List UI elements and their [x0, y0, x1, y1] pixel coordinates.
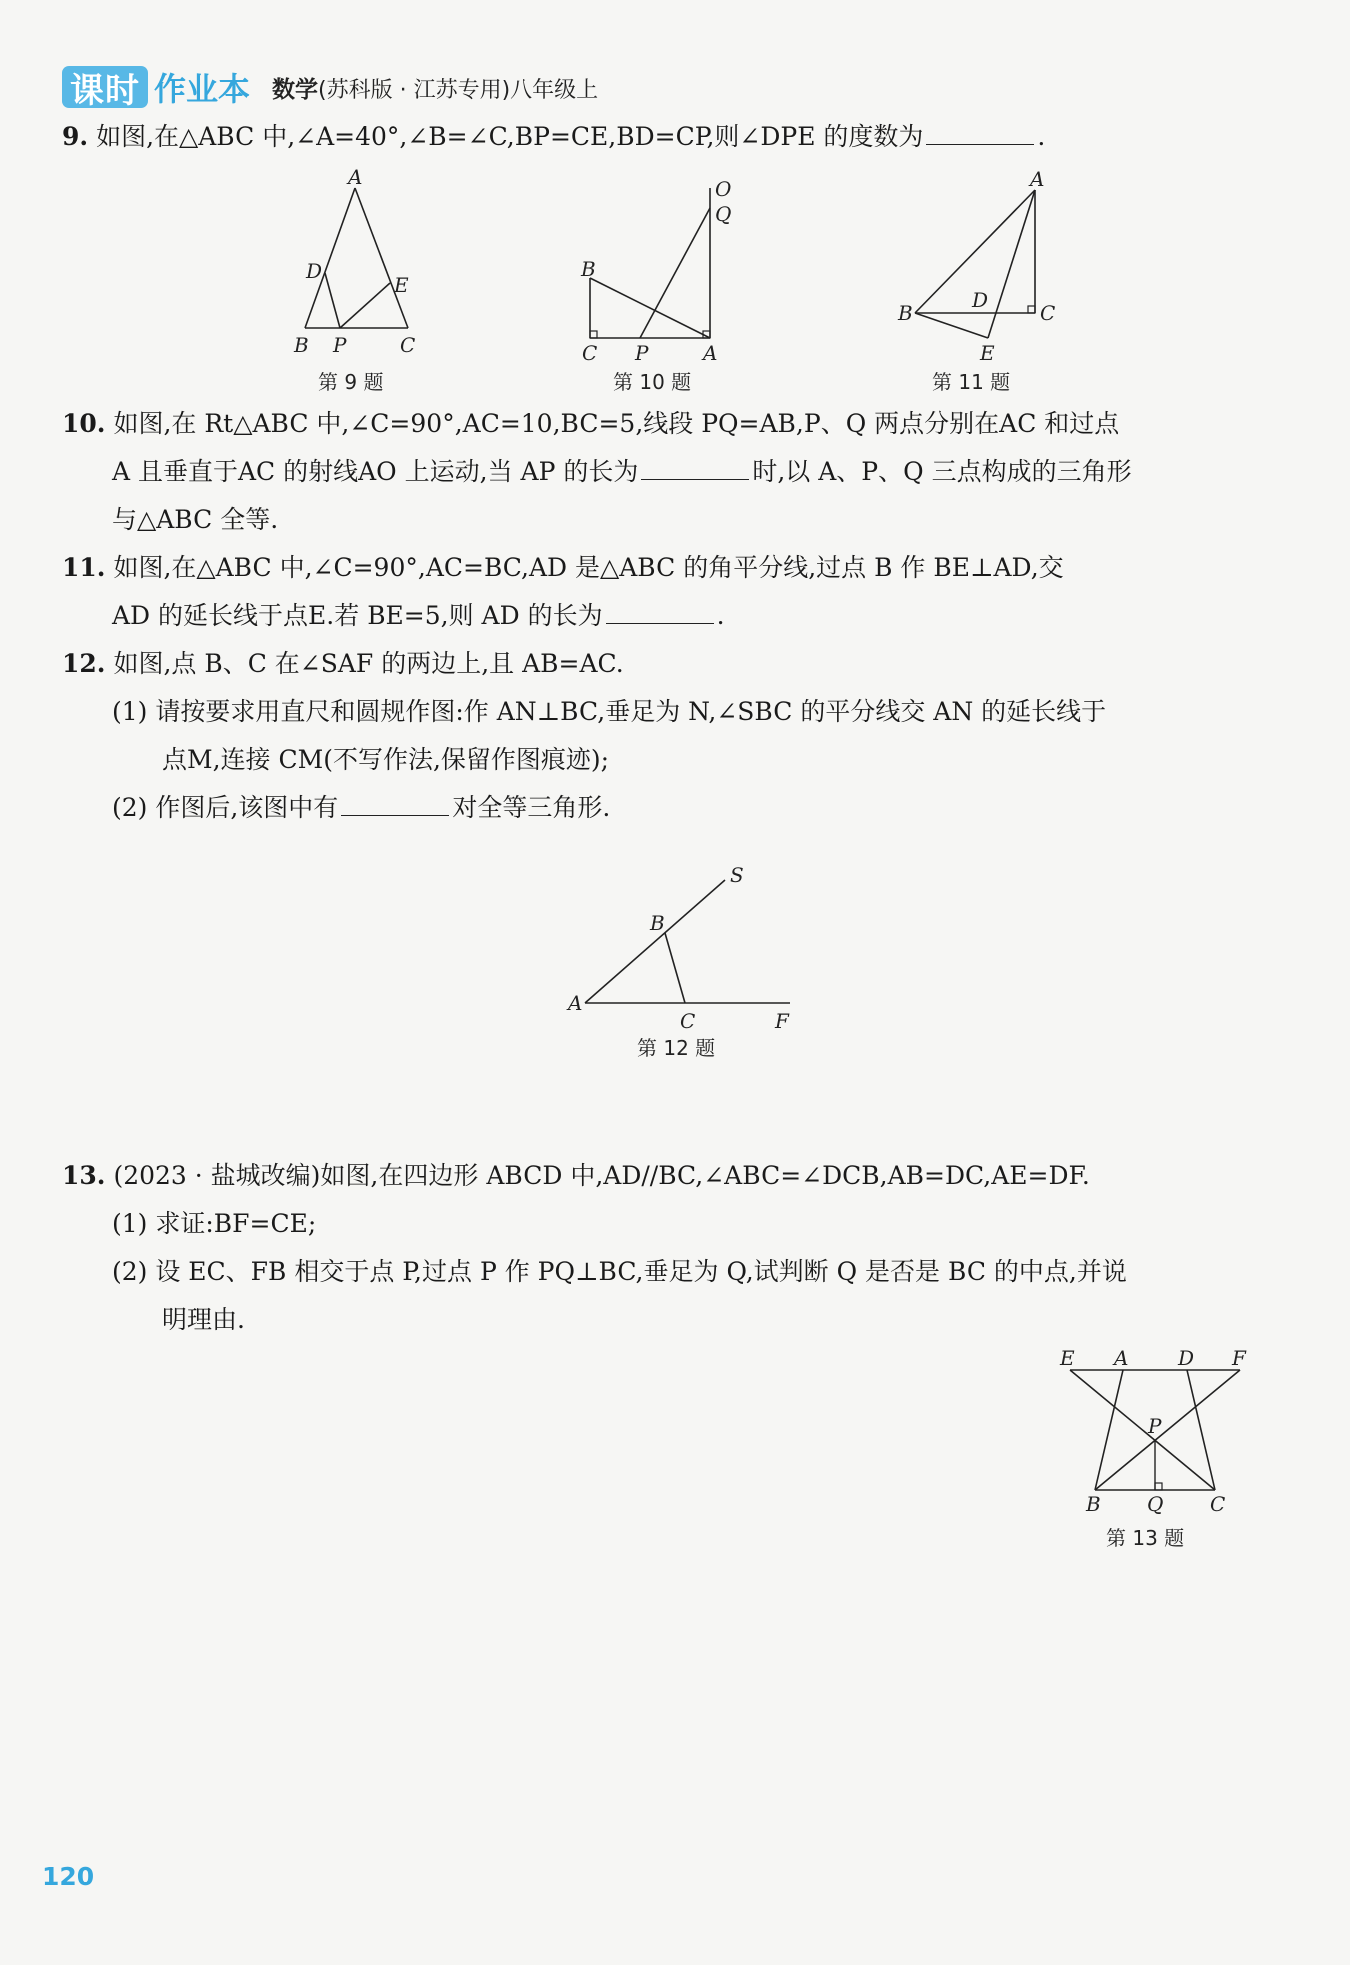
subject-label: 数学 — [272, 76, 319, 103]
question-line-1: (2023 · 盐城改编)如图,在四边形 ABCD 中,AD//BC,∠ABC=∠DCB,AB=DC,AE=DF. — [113, 1161, 1090, 1190]
label-C: C — [1210, 1492, 1226, 1515]
part-1-line-a: (1) 请按要求用直尺和圆规作图:作 AN⊥BC,垂足为 N,∠SBC 的平分线交 AN 的延长线于 — [112, 697, 1107, 726]
label-A: A — [568, 991, 583, 1015]
part-1: (1) 求证:BF=CE; — [112, 1209, 317, 1238]
question-number: 12. — [62, 649, 106, 678]
question-11 — [62, 544, 1262, 640]
label-O: O — [715, 178, 732, 201]
label-S: S — [730, 863, 744, 887]
label-B: B — [650, 911, 665, 935]
label-C: C — [582, 341, 598, 365]
question-line-1: 如图,在 Rt△ABC 中,∠C=90°,AC=10,BC=5,线段 PQ=AB,P、Q 两点分别在AC 和过点 — [113, 409, 1120, 438]
label-C: C — [680, 1009, 696, 1030]
edition-label: (苏科版 · 江苏专用)八年级上 — [318, 77, 599, 103]
label-D: D — [306, 259, 323, 283]
question-line-1: 如图,在△ABC 中,∠C=90°,AC=BC,AD 是△ABC 的角平分线,过点 B 作 BE⊥AD,交 — [113, 553, 1064, 582]
question-number: 10. — [62, 409, 106, 438]
figure-12 — [560, 860, 800, 1034]
label-E: E — [980, 341, 995, 365]
label-A: A — [348, 168, 363, 189]
figure-11 — [890, 170, 1070, 369]
figure-11-caption: 第 11 题 — [932, 370, 1011, 394]
part-2-line-b: 对全等三角形. — [452, 793, 611, 822]
answer-blank[interactable] — [341, 791, 449, 816]
label-F: F — [1232, 1346, 1246, 1370]
question-end: . — [1037, 122, 1046, 151]
question-13 — [62, 1152, 1262, 1344]
brand-badge: 课时 — [62, 66, 148, 108]
label-F: F — [775, 1009, 789, 1030]
question-line-2a: A 且垂直于AC 的射线AO 上运动,当 AP 的长为 — [112, 457, 639, 486]
label-A: A — [1114, 1346, 1129, 1370]
label-B: B — [294, 333, 309, 357]
question-12 — [62, 640, 1262, 832]
answer-blank[interactable] — [926, 120, 1034, 145]
question-line-3: 与△ABC 全等. — [112, 505, 279, 534]
label-A: A — [1030, 170, 1045, 191]
question-number: 13. — [62, 1161, 106, 1190]
question-line-1: 如图,点 B、C 在∠SAF 的两边上,且 AB=AC. — [113, 649, 624, 678]
label-B: B — [581, 257, 596, 281]
page-number: 120 — [42, 1862, 95, 1891]
figure-13-caption: 第 13 题 — [1106, 1526, 1185, 1550]
question-end: . — [716, 601, 725, 630]
question-9 — [62, 113, 1262, 161]
question-text: 如图,在△ABC 中,∠A=40°,∠B=∠C,BP=CE,BD=CP,则∠DPE 的度数为 — [96, 122, 924, 151]
figure-10-caption: 第 10 题 — [613, 370, 692, 394]
label-D: D — [972, 288, 989, 312]
part-1-line-b: 点M,连接 CM(不写作法,保留作图痕迹); — [162, 745, 610, 774]
page-header — [62, 64, 598, 110]
label-E: E — [1060, 1346, 1075, 1370]
figure-10 — [575, 178, 735, 372]
label-P: P — [635, 341, 649, 365]
figure-9 — [280, 168, 440, 367]
question-number: 9. — [62, 122, 89, 151]
label-P: P — [333, 333, 347, 357]
label-Q: Q — [1147, 1492, 1164, 1515]
label-D: D — [1178, 1346, 1195, 1370]
label-A: A — [703, 341, 718, 365]
question-10 — [62, 400, 1262, 544]
label-E: E — [394, 273, 409, 297]
part-2-line-a: (2) 设 EC、FB 相交于点 P,过点 P 作 PQ⊥BC,垂足为 Q,试判断 Q 是否是 BC 的中点,并说 — [112, 1257, 1127, 1286]
figure-9-caption: 第 9 题 — [318, 370, 384, 394]
label-B: B — [1086, 1492, 1101, 1515]
part-2-line-a: (2) 作图后,该图中有 — [112, 793, 339, 822]
answer-blank[interactable] — [641, 455, 749, 480]
book-title — [272, 71, 598, 104]
label-P: P — [1148, 1414, 1162, 1438]
label-Q: Q — [715, 202, 732, 226]
answer-blank[interactable] — [606, 599, 714, 624]
question-line-2b: 时,以 A、P、Q 三点构成的三角形 — [752, 457, 1132, 486]
brand-name: 作业本 — [154, 70, 251, 108]
label-C: C — [1040, 301, 1056, 325]
figure-13 — [1050, 1345, 1260, 1519]
question-line-2: AD 的延长线于点E.若 BE=5,则 AD 的长为 — [112, 601, 603, 630]
part-2-line-b: 明理由. — [162, 1305, 245, 1334]
label-C: C — [400, 333, 416, 357]
question-number: 11. — [62, 553, 106, 582]
figure-12-caption: 第 12 题 — [637, 1036, 716, 1060]
label-B: B — [898, 301, 913, 325]
